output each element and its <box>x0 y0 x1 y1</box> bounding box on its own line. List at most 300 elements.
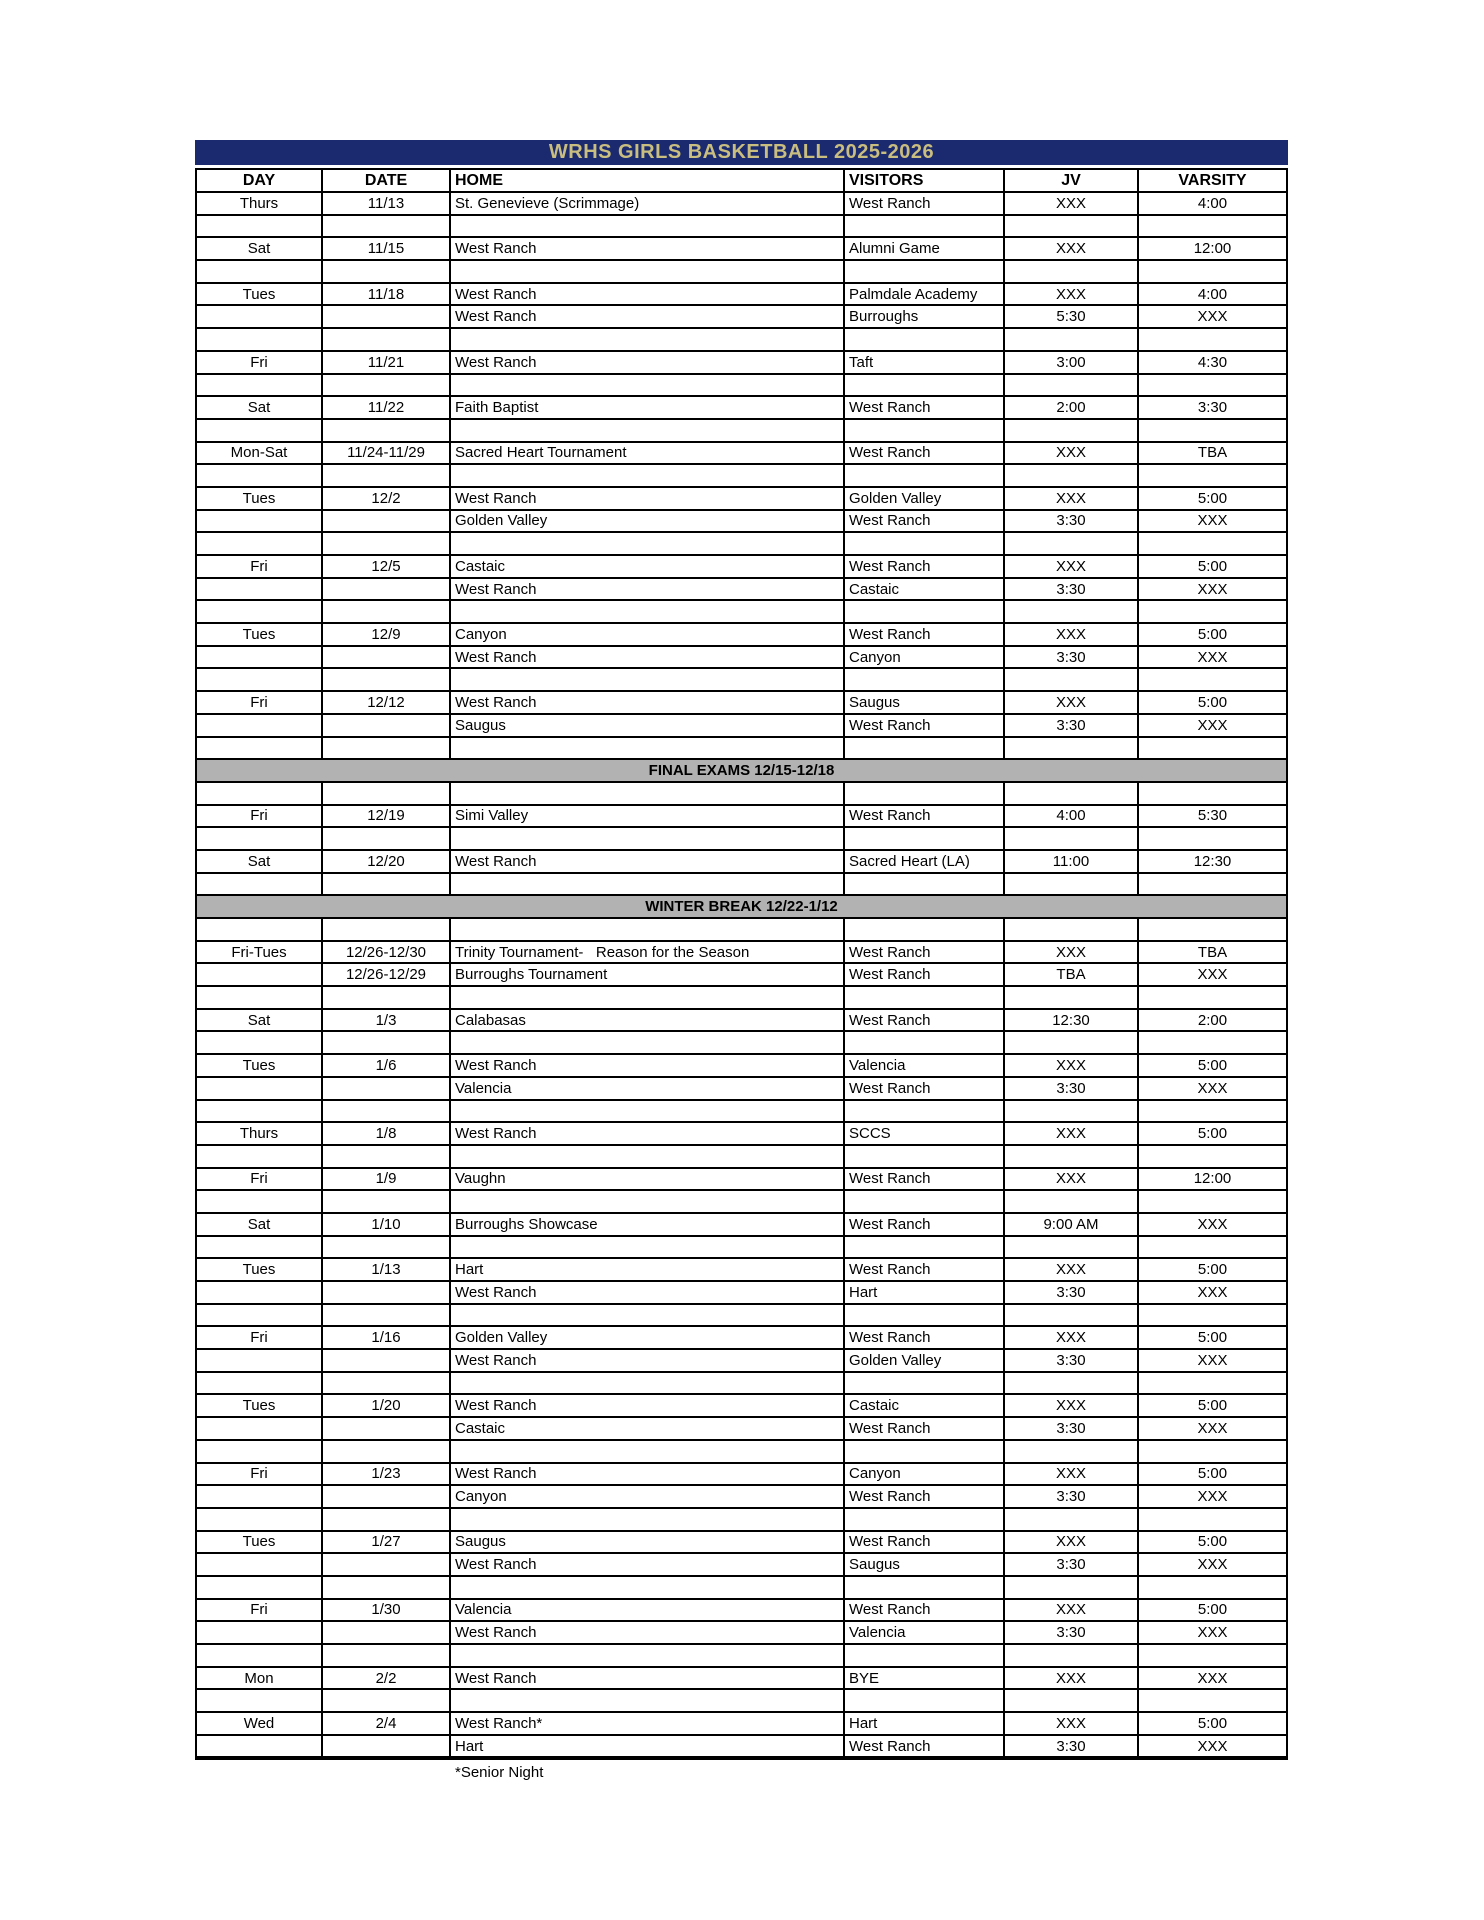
cell-varsity: 12:00 <box>1139 238 1286 261</box>
cell-day <box>197 647 323 670</box>
spacer-cell-home <box>451 783 845 806</box>
cell-varsity: 5:00 <box>1139 1123 1286 1146</box>
cell-visitors: Valencia <box>845 1622 1005 1645</box>
spacer-cell-day <box>197 1305 323 1328</box>
spacer-cell-visitors <box>845 874 1005 897</box>
spacer-cell-date <box>323 1441 451 1464</box>
spacer-cell-visitors <box>845 828 1005 851</box>
cell-jv: 3:30 <box>1005 647 1139 670</box>
cell-date <box>323 647 451 670</box>
spacer-cell-varsity <box>1139 987 1286 1010</box>
spacer-cell-jv <box>1005 375 1139 398</box>
cell-home: West Ranch <box>451 1464 845 1487</box>
cell-visitors: Saugus <box>845 692 1005 715</box>
cell-day: Tues <box>197 1532 323 1555</box>
cell-date <box>323 1282 451 1305</box>
spacer-cell-visitors <box>845 533 1005 556</box>
cell-home: Saugus <box>451 715 845 738</box>
cell-visitors: West Ranch <box>845 624 1005 647</box>
cell-day <box>197 511 323 534</box>
cell-jv: 3:30 <box>1005 1554 1139 1577</box>
cell-day <box>197 715 323 738</box>
spacer-cell-date <box>323 987 451 1010</box>
cell-date <box>323 511 451 534</box>
spacer-cell-varsity <box>1139 1305 1286 1328</box>
cell-jv: XXX <box>1005 238 1139 261</box>
spacer-cell-home <box>451 601 845 624</box>
cell-date: 11/18 <box>323 284 451 307</box>
spacer-cell-day <box>197 919 323 942</box>
cell-day: Sat <box>197 238 323 261</box>
spacer-cell-visitors <box>845 738 1005 761</box>
cell-varsity: XXX <box>1139 306 1286 329</box>
col-header-visitors: VISITORS <box>845 170 1005 193</box>
cell-jv: XXX <box>1005 1259 1139 1282</box>
cell-jv: 3:30 <box>1005 1736 1139 1759</box>
spacer-cell-day <box>197 1101 323 1124</box>
cell-visitors: West Ranch <box>845 1736 1005 1759</box>
cell-day <box>197 1554 323 1577</box>
spacer-cell-home <box>451 1305 845 1328</box>
cell-day: Sat <box>197 851 323 874</box>
cell-varsity: 5:00 <box>1139 692 1286 715</box>
cell-day <box>197 964 323 987</box>
cell-jv: XXX <box>1005 1600 1139 1623</box>
spacer-cell-home <box>451 465 845 488</box>
cell-visitors: West Ranch <box>845 1259 1005 1282</box>
spacer-cell-jv <box>1005 874 1139 897</box>
cell-visitors: West Ranch <box>845 1169 1005 1192</box>
cell-jv: 9:00 AM <box>1005 1214 1139 1237</box>
spacer-cell-date <box>323 533 451 556</box>
cell-day <box>197 306 323 329</box>
spacer-cell-jv <box>1005 1146 1139 1169</box>
cell-home: West Ranch <box>451 352 845 375</box>
cell-home: Golden Valley <box>451 1327 845 1350</box>
page-title: WRHS GIRLS BASKETBALL 2025-2026 <box>548 141 935 163</box>
spacer-cell-varsity <box>1139 601 1286 624</box>
cell-day: Sat <box>197 397 323 420</box>
cell-jv: 2:00 <box>1005 397 1139 420</box>
cell-visitors: SCCS <box>845 1123 1005 1146</box>
cell-varsity: 5:00 <box>1139 624 1286 647</box>
cell-varsity: 4:00 <box>1139 193 1286 216</box>
cell-home: West Ranch <box>451 1123 845 1146</box>
cell-day: Fri-Tues <box>197 942 323 965</box>
spacer-cell-visitors <box>845 1191 1005 1214</box>
spacer-cell-visitors <box>845 465 1005 488</box>
spacer-cell-jv <box>1005 465 1139 488</box>
cell-home: West Ranch <box>451 284 845 307</box>
cell-day: Sat <box>197 1010 323 1033</box>
cell-varsity: 12:30 <box>1139 851 1286 874</box>
cell-visitors: West Ranch <box>845 397 1005 420</box>
spacer-cell-day <box>197 420 323 443</box>
cell-visitors: West Ranch <box>845 1078 1005 1101</box>
cell-day: Fri <box>197 692 323 715</box>
spacer-cell-day <box>197 874 323 897</box>
cell-date: 12/2 <box>323 488 451 511</box>
spacer-cell-home <box>451 1032 845 1055</box>
cell-visitors: West Ranch <box>845 1600 1005 1623</box>
spacer-cell-date <box>323 329 451 352</box>
cell-home: West Ranch* <box>451 1713 845 1736</box>
spacer-cell-visitors <box>845 329 1005 352</box>
cell-home: West Ranch <box>451 1554 845 1577</box>
cell-home: West Ranch <box>451 1282 845 1305</box>
cell-home: Faith Baptist <box>451 397 845 420</box>
cell-varsity: XXX <box>1139 1668 1286 1691</box>
cell-home: West Ranch <box>451 306 845 329</box>
cell-varsity: XXX <box>1139 715 1286 738</box>
cell-date <box>323 1736 451 1759</box>
cell-jv: 11:00 <box>1005 851 1139 874</box>
cell-home: Valencia <box>451 1078 845 1101</box>
cell-date <box>323 579 451 602</box>
cell-varsity: XXX <box>1139 1214 1286 1237</box>
spacer-cell-jv <box>1005 669 1139 692</box>
spacer-cell-varsity <box>1139 738 1286 761</box>
cell-home: Burroughs Showcase <box>451 1214 845 1237</box>
cell-visitors: West Ranch <box>845 806 1005 829</box>
cell-date <box>323 1350 451 1373</box>
cell-visitors: Golden Valley <box>845 488 1005 511</box>
cell-varsity: TBA <box>1139 942 1286 965</box>
cell-home: Trinity Tournament- Reason for the Season <box>451 942 845 965</box>
cell-date: 12/19 <box>323 806 451 829</box>
spacer-cell-day <box>197 1509 323 1532</box>
spacer-cell-day <box>197 1032 323 1055</box>
spacer-cell-varsity <box>1139 919 1286 942</box>
cell-date: 12/26-12/30 <box>323 942 451 965</box>
spacer-cell-day <box>197 329 323 352</box>
col-header-home: HOME <box>451 170 845 193</box>
cell-date: 1/6 <box>323 1055 451 1078</box>
spacer-cell-home <box>451 216 845 239</box>
spacer-cell-date <box>323 874 451 897</box>
spacer-cell-varsity <box>1139 1146 1286 1169</box>
spacer-cell-visitors <box>845 420 1005 443</box>
cell-day <box>197 1078 323 1101</box>
spacer-cell-visitors <box>845 783 1005 806</box>
cell-varsity: XXX <box>1139 647 1286 670</box>
cell-visitors: Burroughs <box>845 306 1005 329</box>
cell-jv: 3:30 <box>1005 1282 1139 1305</box>
spacer-cell-jv <box>1005 1305 1139 1328</box>
spacer-cell-jv <box>1005 329 1139 352</box>
cell-home: West Ranch <box>451 1350 845 1373</box>
cell-visitors: Palmdale Academy <box>845 284 1005 307</box>
cell-jv: 3:00 <box>1005 352 1139 375</box>
cell-visitors: West Ranch <box>845 1418 1005 1441</box>
cell-date: 2/2 <box>323 1668 451 1691</box>
cell-varsity: XXX <box>1139 1554 1286 1577</box>
cell-jv: XXX <box>1005 443 1139 466</box>
cell-jv: 3:30 <box>1005 715 1139 738</box>
spacer-cell-date <box>323 1237 451 1260</box>
spacer-cell-home <box>451 1441 845 1464</box>
cell-date: 12/20 <box>323 851 451 874</box>
cell-varsity: 2:00 <box>1139 1010 1286 1033</box>
spacer-cell-home <box>451 1191 845 1214</box>
spacer-cell-visitors <box>845 1577 1005 1600</box>
spacer-cell-jv <box>1005 1237 1139 1260</box>
spacer-cell-home <box>451 1577 845 1600</box>
cell-visitors: Canyon <box>845 647 1005 670</box>
cell-home: Hart <box>451 1259 845 1282</box>
cell-home: West Ranch <box>451 1622 845 1645</box>
cell-home: Saugus <box>451 1532 845 1555</box>
cell-date: 11/13 <box>323 193 451 216</box>
cell-varsity: XXX <box>1139 511 1286 534</box>
col-header-jv: JV <box>1005 170 1139 193</box>
cell-varsity: 4:30 <box>1139 352 1286 375</box>
cell-home: Castaic <box>451 556 845 579</box>
cell-varsity: XXX <box>1139 964 1286 987</box>
spacer-cell-varsity <box>1139 465 1286 488</box>
cell-date: 12/12 <box>323 692 451 715</box>
spacer-cell-jv <box>1005 1101 1139 1124</box>
spacer-cell-visitors <box>845 1101 1005 1124</box>
cell-home: West Ranch <box>451 692 845 715</box>
cell-date: 11/21 <box>323 352 451 375</box>
cell-day: Thurs <box>197 1123 323 1146</box>
spacer-cell-visitors <box>845 1441 1005 1464</box>
cell-jv: 3:30 <box>1005 1486 1139 1509</box>
spacer-cell-date <box>323 261 451 284</box>
spacer-cell-date <box>323 1101 451 1124</box>
spacer-cell-day <box>197 669 323 692</box>
cell-varsity: XXX <box>1139 1736 1286 1759</box>
cell-jv: XXX <box>1005 284 1139 307</box>
cell-jv: 3:30 <box>1005 1418 1139 1441</box>
cell-jv: 5:30 <box>1005 306 1139 329</box>
spacer-cell-varsity <box>1139 1441 1286 1464</box>
spacer-cell-date <box>323 1305 451 1328</box>
cell-date: 11/22 <box>323 397 451 420</box>
spacer-cell-visitors <box>845 601 1005 624</box>
cell-day: Fri <box>197 1600 323 1623</box>
cell-date: 2/4 <box>323 1713 451 1736</box>
cell-day: Tues <box>197 1259 323 1282</box>
spacer-cell-jv <box>1005 1032 1139 1055</box>
cell-varsity: 5:00 <box>1139 1259 1286 1282</box>
spacer-cell-jv <box>1005 783 1139 806</box>
cell-date: 11/24-11/29 <box>323 443 451 466</box>
cell-date: 12/9 <box>323 624 451 647</box>
cell-home: West Ranch <box>451 1395 845 1418</box>
cell-home: Valencia <box>451 1600 845 1623</box>
spacer-cell-jv <box>1005 738 1139 761</box>
spacer-cell-jv <box>1005 919 1139 942</box>
spacer-cell-visitors <box>845 669 1005 692</box>
cell-home: Burroughs Tournament <box>451 964 845 987</box>
spacer-cell-day <box>197 1645 323 1668</box>
cell-varsity: XXX <box>1139 579 1286 602</box>
cell-jv: 4:00 <box>1005 806 1139 829</box>
spacer-cell-date <box>323 1577 451 1600</box>
cell-jv: XXX <box>1005 692 1139 715</box>
cell-jv: XXX <box>1005 942 1139 965</box>
spacer-cell-varsity <box>1139 329 1286 352</box>
cell-date: 1/9 <box>323 1169 451 1192</box>
spacer-cell-day <box>197 533 323 556</box>
cell-date <box>323 306 451 329</box>
spacer-cell-visitors <box>845 375 1005 398</box>
cell-visitors: West Ranch <box>845 1214 1005 1237</box>
cell-day: Tues <box>197 1055 323 1078</box>
cell-day: Tues <box>197 624 323 647</box>
spacer-cell-visitors <box>845 1373 1005 1396</box>
schedule-table <box>195 168 1288 1760</box>
cell-visitors: West Ranch <box>845 1327 1005 1350</box>
cell-home: Castaic <box>451 1418 845 1441</box>
section-banner: FINAL EXAMS 12/15-12/18 <box>197 760 1286 783</box>
spacer-cell-visitors <box>845 987 1005 1010</box>
schedule-sheet <box>195 140 1288 1781</box>
spacer-cell-day <box>197 738 323 761</box>
spacer-cell-home <box>451 1690 845 1713</box>
spacer-cell-visitors <box>845 1237 1005 1260</box>
spacer-cell-varsity <box>1139 1101 1286 1124</box>
cell-varsity: 5:00 <box>1139 1327 1286 1350</box>
col-header-date: DATE <box>323 170 451 193</box>
cell-date: 1/27 <box>323 1532 451 1555</box>
cell-day: Fri <box>197 1327 323 1350</box>
cell-day: Mon <box>197 1668 323 1691</box>
cell-visitors: West Ranch <box>845 556 1005 579</box>
cell-date <box>323 1554 451 1577</box>
cell-date <box>323 715 451 738</box>
spacer-cell-date <box>323 919 451 942</box>
cell-home: Canyon <box>451 1486 845 1509</box>
section-banner: WINTER BREAK 12/22-1/12 <box>197 896 1286 919</box>
spacer-cell-visitors <box>845 919 1005 942</box>
cell-date <box>323 1486 451 1509</box>
cell-date: 1/16 <box>323 1327 451 1350</box>
cell-visitors: Golden Valley <box>845 1350 1005 1373</box>
cell-visitors: West Ranch <box>845 193 1005 216</box>
cell-home: West Ranch <box>451 238 845 261</box>
spacer-cell-home <box>451 1101 845 1124</box>
spacer-cell-visitors <box>845 1509 1005 1532</box>
cell-home: Canyon <box>451 624 845 647</box>
cell-date: 1/23 <box>323 1464 451 1487</box>
cell-visitors: West Ranch <box>845 964 1005 987</box>
cell-jv: XXX <box>1005 1123 1139 1146</box>
cell-date: 1/10 <box>323 1214 451 1237</box>
spacer-cell-jv <box>1005 1690 1139 1713</box>
cell-day: Tues <box>197 284 323 307</box>
cell-home: West Ranch <box>451 851 845 874</box>
spacer-cell-date <box>323 375 451 398</box>
spacer-cell-visitors <box>845 1032 1005 1055</box>
cell-day: Mon-Sat <box>197 443 323 466</box>
cell-visitors: Alumni Game <box>845 238 1005 261</box>
spacer-cell-date <box>323 216 451 239</box>
spacer-cell-home <box>451 420 845 443</box>
cell-varsity: 5:00 <box>1139 1532 1286 1555</box>
cell-home: West Ranch <box>451 647 845 670</box>
spacer-cell-varsity <box>1139 1645 1286 1668</box>
cell-varsity: XXX <box>1139 1418 1286 1441</box>
cell-date: 1/8 <box>323 1123 451 1146</box>
spacer-cell-jv <box>1005 216 1139 239</box>
spacer-cell-home <box>451 329 845 352</box>
spacer-cell-home <box>451 261 845 284</box>
cell-jv: XXX <box>1005 624 1139 647</box>
spacer-cell-date <box>323 420 451 443</box>
spacer-cell-day <box>197 261 323 284</box>
cell-visitors: West Ranch <box>845 443 1005 466</box>
spacer-cell-visitors <box>845 1690 1005 1713</box>
spacer-cell-home <box>451 987 845 1010</box>
spacer-cell-date <box>323 601 451 624</box>
cell-jv: XXX <box>1005 1055 1139 1078</box>
cell-day: Sat <box>197 1214 323 1237</box>
spacer-cell-day <box>197 216 323 239</box>
cell-day: Tues <box>197 1395 323 1418</box>
spacer-cell-date <box>323 738 451 761</box>
cell-varsity: XXX <box>1139 1622 1286 1645</box>
cell-day: Fri <box>197 1169 323 1192</box>
cell-day <box>197 1736 323 1759</box>
cell-varsity: XXX <box>1139 1350 1286 1373</box>
cell-home: West Ranch <box>451 579 845 602</box>
spacer-cell-date <box>323 783 451 806</box>
cell-visitors: Valencia <box>845 1055 1005 1078</box>
spacer-cell-jv <box>1005 1373 1139 1396</box>
spacer-cell-day <box>197 1441 323 1464</box>
cell-jv: XXX <box>1005 1395 1139 1418</box>
spacer-cell-day <box>197 601 323 624</box>
spacer-cell-date <box>323 1032 451 1055</box>
spacer-cell-home <box>451 1509 845 1532</box>
cell-home: West Ranch <box>451 1668 845 1691</box>
cell-varsity: 5:00 <box>1139 1055 1286 1078</box>
spacer-cell-varsity <box>1139 420 1286 443</box>
spacer-cell-jv <box>1005 1191 1139 1214</box>
spacer-cell-varsity <box>1139 216 1286 239</box>
spacer-cell-home <box>451 669 845 692</box>
cell-jv: 3:30 <box>1005 579 1139 602</box>
spacer-cell-varsity <box>1139 1237 1286 1260</box>
cell-varsity: 3:30 <box>1139 397 1286 420</box>
spacer-cell-jv <box>1005 1441 1139 1464</box>
cell-day <box>197 1622 323 1645</box>
spacer-cell-varsity <box>1139 1577 1286 1600</box>
cell-varsity: XXX <box>1139 1078 1286 1101</box>
cell-home: Hart <box>451 1736 845 1759</box>
spacer-cell-varsity <box>1139 375 1286 398</box>
spacer-cell-varsity <box>1139 874 1286 897</box>
spacer-cell-home <box>451 533 845 556</box>
cell-jv: XXX <box>1005 1668 1139 1691</box>
spacer-cell-varsity <box>1139 261 1286 284</box>
cell-day: Fri <box>197 1464 323 1487</box>
cell-varsity: 5:00 <box>1139 556 1286 579</box>
spacer-cell-varsity <box>1139 783 1286 806</box>
cell-varsity: TBA <box>1139 443 1286 466</box>
cell-visitors: West Ranch <box>845 715 1005 738</box>
cell-home: West Ranch <box>451 488 845 511</box>
spacer-cell-day <box>197 1146 323 1169</box>
spacer-cell-varsity <box>1139 828 1286 851</box>
cell-jv: XXX <box>1005 1464 1139 1487</box>
cell-home: Calabasas <box>451 1010 845 1033</box>
cell-visitors: Sacred Heart (LA) <box>845 851 1005 874</box>
cell-visitors: Saugus <box>845 1554 1005 1577</box>
